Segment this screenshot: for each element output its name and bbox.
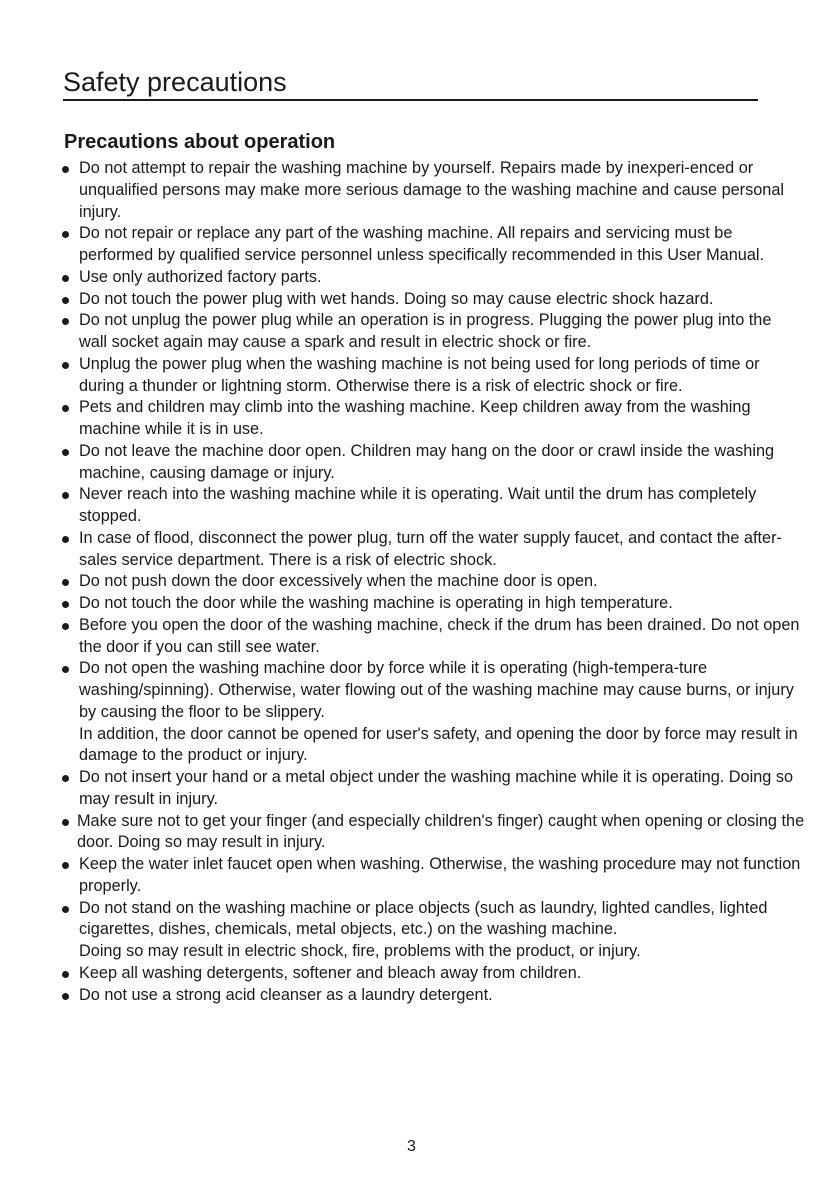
precaution-item: [62, 484, 802, 528]
precaution-item: [62, 593, 802, 615]
precaution-item: [62, 854, 802, 898]
title-divider: [63, 99, 758, 101]
precaution-item: [62, 571, 802, 593]
precaution-item: [62, 267, 802, 289]
precaution-item: [62, 223, 802, 267]
section-heading: Precautions about operation: [64, 131, 336, 153]
precaution-item: [62, 289, 802, 311]
precaution-item: [62, 310, 802, 354]
precaution-item: [62, 158, 802, 223]
precaution-text: In addition, the door cannot be opened for user's safety, and opening the door by force may result in damage to the product or injury.: [79, 724, 798, 765]
precaution-item: [62, 767, 802, 811]
precaution-item: [62, 354, 802, 398]
precaution-text: Make sure not to get your finger (and especially children's finger) caught when opening or closing the door. Doing so may result in injury.: [77, 811, 805, 852]
precaution-text: Do not insert your hand or a metal object under the washing machine while it is operating. Doing so may result in injury.: [79, 768, 794, 808]
precaution-text: Do not unplug the power plug while an operation is in progress. Plugging the power plug into the wall socket again may cause a spark and result in electric shock or fire.: [79, 311, 772, 351]
precaution-text: Pets and children may climb into the washing machine. Keep children away from the washing machine while it is in use.: [79, 398, 751, 438]
precaution-text: Do not push down the door excessively when the machine door is open.: [79, 572, 598, 591]
precaution-text: In case of flood, disconnect the power plug, turn off the water supply faucet, and contact the after-sales service department. There is a risk of electric shock.: [79, 528, 782, 569]
precaution-item: [62, 658, 802, 767]
precaution-item: [62, 615, 802, 659]
precaution-text: Unplug the power plug when the washing machine is not being used for long periods of time or during a thunder or lightning storm. Otherwise there is a risk of electric shock or fire.: [79, 354, 760, 395]
precaution-list: [62, 158, 805, 1006]
precaution-item: [62, 963, 802, 985]
page-number: 3: [407, 1138, 416, 1155]
precaution-text: Use only authorized factory parts.: [79, 267, 322, 286]
precaution-text: Before you open the door of the washing machine, check if the drum has been drained. Do not open the door if you can still see water.: [79, 615, 800, 656]
precaution-text: Never reach into the washing machine while it is operating. Wait until the drum has completely stopped.: [79, 485, 757, 525]
precaution-item: [62, 528, 802, 572]
precaution-item: [62, 441, 802, 485]
precaution-text: Do not repair or replace any part of the washing machine. All repairs and servicing must be performed by qualified service personnel unless specifically recommended in this User Manual.: [79, 224, 765, 264]
precaution-text: Do not leave the machine door open. Children may hang on the door or crawl inside the washing machine, causing damage or injury.: [79, 441, 775, 482]
precaution-text: Do not open the washing machine door by force while it is operating (high-tempera-ture washing/spinning). Otherwise, water flowing out of the washing machine may cause burns, or injury by causing the floor to be slippery.: [79, 659, 794, 721]
precaution-text: Keep the water inlet faucet open when washing. Otherwise, the washing procedure may not function properly.: [79, 855, 801, 895]
precaution-text: Do not touch the power plug with wet hands. Doing so may cause electric shock hazard.: [79, 289, 714, 308]
precaution-item: [62, 898, 802, 963]
precaution-text: Doing so may result in electric shock, fire, problems with the product, or injury.: [79, 942, 641, 960]
precaution-item: [62, 811, 823, 855]
precaution-item: [62, 397, 802, 441]
precaution-text: Do not touch the door while the washing machine is operating in high temperature.: [79, 594, 673, 612]
precaution-text: Do not stand on the washing machine or place objects (such as laundry, lighted candles, lighted cigarettes, dishes, chemicals, metal objects, etc.) on the washing machine.: [79, 898, 768, 939]
precaution-text: Do not use a strong acid cleanser as a laundry detergent.: [79, 985, 493, 1004]
precaution-text: Keep all washing detergents, softener and bleach away from children.: [79, 963, 582, 982]
precaution-item: [62, 985, 802, 1007]
precaution-text: Do not attempt to repair the washing machine by yourself. Repairs made by inexperi-enced or unqualified persons may make more serious damage to the washing machine and cause personal injury.: [79, 159, 785, 221]
page-title: Safety precautions: [63, 67, 287, 97]
